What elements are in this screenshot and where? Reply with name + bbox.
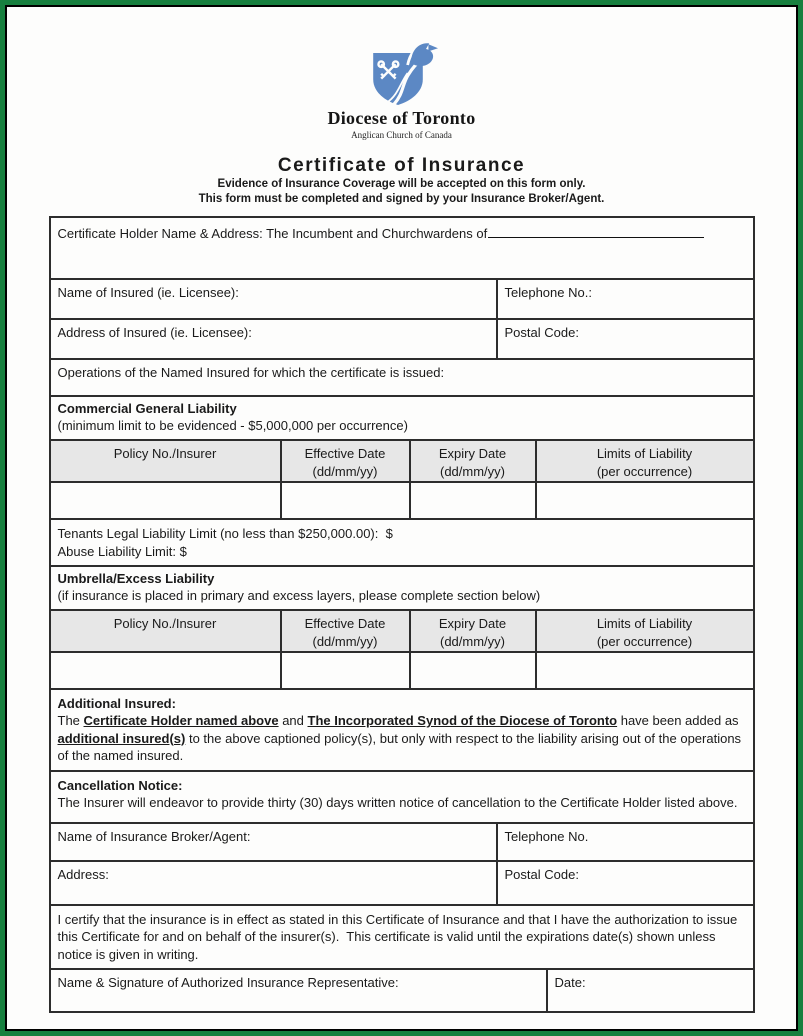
umbrella-subtitle: (if insurance is placed in primary and excess layers, please complete section below) <box>57 588 541 603</box>
postal-code-field[interactable] <box>496 320 753 358</box>
cgl-table-entry-row <box>51 483 753 518</box>
certificate-holder-field[interactable] <box>51 218 753 278</box>
umbrella-effective-input[interactable] <box>280 653 409 688</box>
additional-insured-section <box>51 688 753 770</box>
cgl-effective-input[interactable] <box>280 483 409 518</box>
cgl-section-heading <box>51 395 753 439</box>
address-of-insured-field[interactable] <box>51 320 496 358</box>
tenants-liability-label: Tenants Legal Liability Limit (no less than $250,000.00): $ <box>57 526 393 541</box>
insured-address-row <box>51 318 753 358</box>
broker-name-label: Name of Insurance Broker/Agent: <box>57 828 251 844</box>
telephone-label: Telephone No.: <box>504 285 592 300</box>
cgl-expiry-input[interactable] <box>409 483 535 518</box>
umbrella-policy-table <box>51 609 753 688</box>
broker-address-field[interactable] <box>51 862 496 904</box>
umbrella-title: Umbrella/Excess Liability <box>57 571 215 586</box>
certificate-holder-blank-line[interactable] <box>488 223 704 238</box>
address-of-insured-label: Address of Insured (ie. Licensee): <box>57 325 252 340</box>
broker-postal-code-label: Postal Code: <box>504 866 579 882</box>
cancellation-heading: Cancellation Notice: <box>57 777 183 793</box>
umbrella-header-limits: Limits of Liability (per occurrence) <box>535 611 753 653</box>
certification-statement <box>51 904 753 969</box>
cgl-title: Commercial General Liability <box>57 401 237 416</box>
cgl-table-header <box>51 441 753 483</box>
cgl-header-expiry: Expiry Date (dd/mm/yy) <box>409 441 535 483</box>
umbrella-header-policy: Policy No./Insurer <box>51 611 280 653</box>
umbrella-header-expiry: Expiry Date (dd/mm/yy) <box>409 611 535 653</box>
broker-telephone-field[interactable] <box>496 824 753 860</box>
signature-field[interactable] <box>51 970 546 1011</box>
abuse-liability-label: Abuse Liability Limit: $ <box>57 543 187 559</box>
cgl-subtitle: (minimum limit to be evidenced - $5,000,000 per occurrence) <box>57 418 408 433</box>
insured-name-row <box>51 278 753 318</box>
certification-text: I certify that the insurance is in effect as stated in this Certificate of Insurance and that I have the authorization to issue this Certificate for and on behalf of the insurer(s). This certificate is valid until the expirations date(s) shown unless notice is given in writing. <box>57 911 741 962</box>
org-name: Diocese of Toronto <box>327 108 476 128</box>
additional-insured-paragraph: The Certificate Holder named above and The Incorporated Synod of the Diocese of Toronto have been added as additional insured(s) to the above captioned policy(s), but only with respect to the liability arising out of the operations of the named insured. <box>57 713 742 763</box>
cgl-limits-input[interactable] <box>535 483 753 518</box>
umbrella-limits-input[interactable] <box>535 653 753 688</box>
umbrella-header-effective: Effective Date (dd/mm/yy) <box>280 611 409 653</box>
tenants-liability-field[interactable] <box>51 518 753 565</box>
document-title: Certificate of Insurance <box>277 155 526 176</box>
cgl-header-effective: Effective Date (dd/mm/yy) <box>280 441 409 483</box>
broker-address-label: Address: <box>57 866 109 882</box>
broker-telephone-label: Telephone No. <box>504 828 589 844</box>
umbrella-policy-input[interactable] <box>51 653 280 688</box>
cgl-header-limits: Limits of Liability (per occurrence) <box>535 441 753 483</box>
page-inner-border <box>5 5 798 1031</box>
cancellation-notice-section <box>51 770 753 822</box>
org-subtitle: Anglican Church of Canada <box>351 130 452 140</box>
diocese-shield-dove-icon <box>362 41 442 105</box>
cancellation-body: The Insurer will endeavor to provide thirty (30) days written notice of cancellation to the Certificate Holder listed above. <box>57 794 738 810</box>
date-label: Date: <box>554 975 586 990</box>
document-header <box>7 41 796 207</box>
name-of-insured-label: Name of Insured (ie. Licensee): <box>57 285 239 300</box>
additional-insured-heading: Additional Insured: <box>57 696 176 711</box>
signature-label: Name & Signature of Authorized Insurance Representative: <box>57 975 399 990</box>
date-field[interactable] <box>546 970 753 1011</box>
cgl-policy-input[interactable] <box>51 483 280 518</box>
insurance-form <box>49 216 755 1013</box>
umbrella-table-entry-row <box>51 653 753 688</box>
signature-row <box>51 968 753 1011</box>
certificate-holder-label: Certificate Holder Name & Address: The Incumbent and Churchwardens of <box>57 226 488 241</box>
document-subtitle-1: Evidence of Insurance Coverage will be accepted on this form only. <box>217 178 586 190</box>
postal-code-label: Postal Code: <box>504 325 579 340</box>
document-subtitle-2: This form must be completed and signed by your Insurance Broker/Agent. <box>198 193 605 205</box>
umbrella-table-header <box>51 611 753 653</box>
broker-postal-code-field[interactable] <box>496 862 753 904</box>
cgl-policy-table <box>51 439 753 518</box>
umbrella-expiry-input[interactable] <box>409 653 535 688</box>
broker-address-row <box>51 860 753 904</box>
operations-field[interactable] <box>51 358 753 395</box>
name-of-insured-field[interactable] <box>51 280 496 318</box>
operations-label: Operations of the Named Insured for which the certificate is issued: <box>57 365 445 380</box>
cgl-header-policy: Policy No./Insurer <box>51 441 280 483</box>
diocese-logo <box>7 41 796 105</box>
telephone-field[interactable] <box>496 280 753 318</box>
umbrella-section-heading <box>51 565 753 609</box>
broker-name-field[interactable] <box>51 824 496 860</box>
broker-name-row <box>51 822 753 860</box>
